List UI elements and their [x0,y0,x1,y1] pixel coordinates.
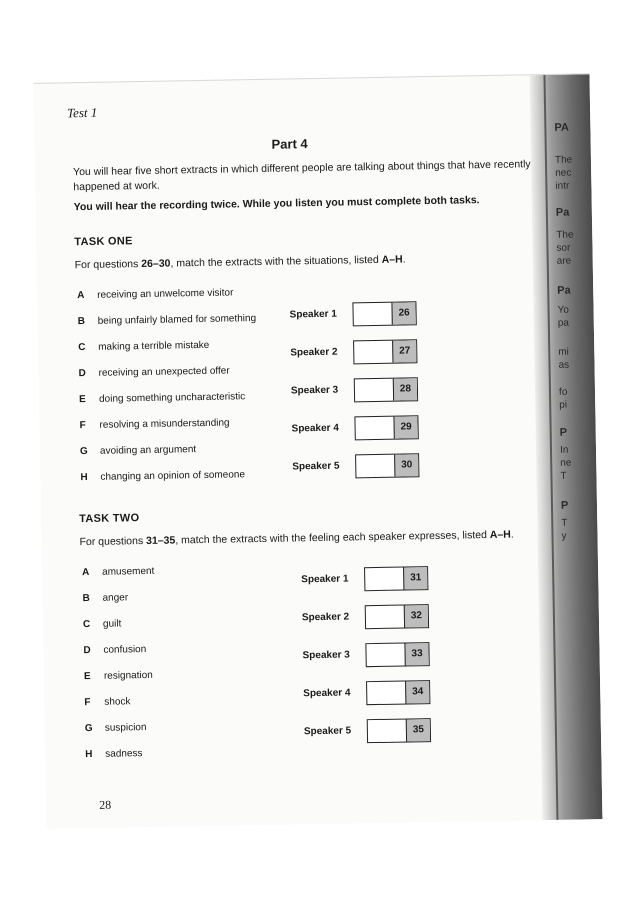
task-one-prompt: For questions 26–30, match the extracts with the situations, listed A–H. [74,253,406,272]
next-page-fragment: Pa [555,206,570,219]
part-title: Part 4 [271,136,308,152]
next-page-fragment: In [559,444,569,456]
next-page-fragment: as [558,359,570,371]
speaker-label: Speaker 1 [289,308,337,321]
next-page-fragment: P [559,426,568,439]
question-number: 31 [403,567,427,589]
question-number: 33 [404,643,428,665]
next-page-fragment: intr [555,180,570,192]
option-item: A receiving an unwelcome visitor [77,287,234,302]
question-number: 27 [392,340,416,362]
answer-box-29[interactable] [354,415,418,440]
next-page-fragment: The [556,229,574,241]
next-page-fragment: sor [556,242,571,254]
speaker-label: Speaker 3 [302,649,350,662]
question-number: 32 [404,605,428,627]
task-two-prompt: For questions 31–35, match the extracts with the feeling each speaker expresses, listed A–H. [79,528,514,549]
next-page-fragment: are [556,255,572,267]
speaker-label: Speaker 4 [303,687,351,700]
speaker-label: Speaker 1 [301,573,349,586]
option-item: D receiving an unexpected offer [78,365,230,380]
question-number: 26 [391,302,415,324]
option-item: C guilt [82,618,122,631]
next-page-fragment: T [561,517,568,529]
option-item: C making a terrible mistake [78,339,210,354]
speaker-label: Speaker 3 [290,384,339,397]
next-page-fragment: T [560,470,567,482]
next-page-fragment: mi [558,346,569,358]
next-page-fragment: Yo [557,304,570,316]
answer-box-27[interactable] [353,339,417,364]
next-page-fragment: fo [558,386,568,398]
next-page-fragment: nec [555,167,572,179]
option-item: H sadness [85,748,143,761]
option-item: A amusement [81,565,155,579]
next-page-fragment: pi [559,399,568,411]
answer-box-30[interactable] [355,453,419,478]
option-item: F resolving a misunderstanding [79,417,230,432]
question-number: 35 [406,719,430,741]
option-item: G avoiding an argument [79,444,197,458]
answer-box-31[interactable] [364,566,428,591]
next-page-fragment: pa [557,317,570,329]
speaker-label: Speaker 4 [291,422,339,435]
page-header: Test 1 [66,104,98,121]
next-page-fragment: Pa [557,284,571,297]
next-page-fragment: ne [560,457,572,469]
option-item: D confusion [83,644,147,657]
answer-box-34[interactable] [366,680,430,705]
next-page-fragment: The [554,154,573,166]
answer-box-35[interactable] [367,718,431,743]
answer-box-32[interactable] [365,604,429,629]
page-number: 28 [99,797,112,812]
option-item: B being unfairly blamed for something [77,313,257,328]
answer-box-26[interactable] [352,301,416,326]
speaker-label: Speaker 2 [290,346,338,359]
intro-text: You will hear five short extracts in which different people are talking about things that have recently happened at work. [72,158,531,194]
option-item: E doing something uncharacteristic [78,391,246,406]
task-two-heading: TASK TWO [79,512,140,526]
speaker-label: Speaker 5 [303,725,352,738]
task-one-heading: TASK ONE [74,235,133,249]
speaker-label: Speaker 5 [292,460,340,473]
next-page-fragment: y [561,530,567,542]
next-page-fragment: P [560,499,569,512]
question-number: 29 [393,416,417,438]
scanned-page [34,73,603,829]
speaker-label: Speaker 2 [301,611,350,624]
question-number: 30 [394,454,418,476]
option-item: B anger [82,592,129,605]
next-page-fragment: PA [554,121,569,134]
instruction-text: You will hear the recording twice. While you listen you must complete both tasks. [73,194,480,214]
question-number: 28 [393,378,417,400]
answer-box-33[interactable] [365,642,429,667]
question-number: 34 [405,681,429,703]
option-item: H changing an opinion of someone [80,469,246,484]
answer-box-28[interactable] [354,377,418,402]
option-item: E resignation [83,669,153,683]
option-item: G suspicion [84,722,147,735]
option-item: F shock [84,696,131,709]
